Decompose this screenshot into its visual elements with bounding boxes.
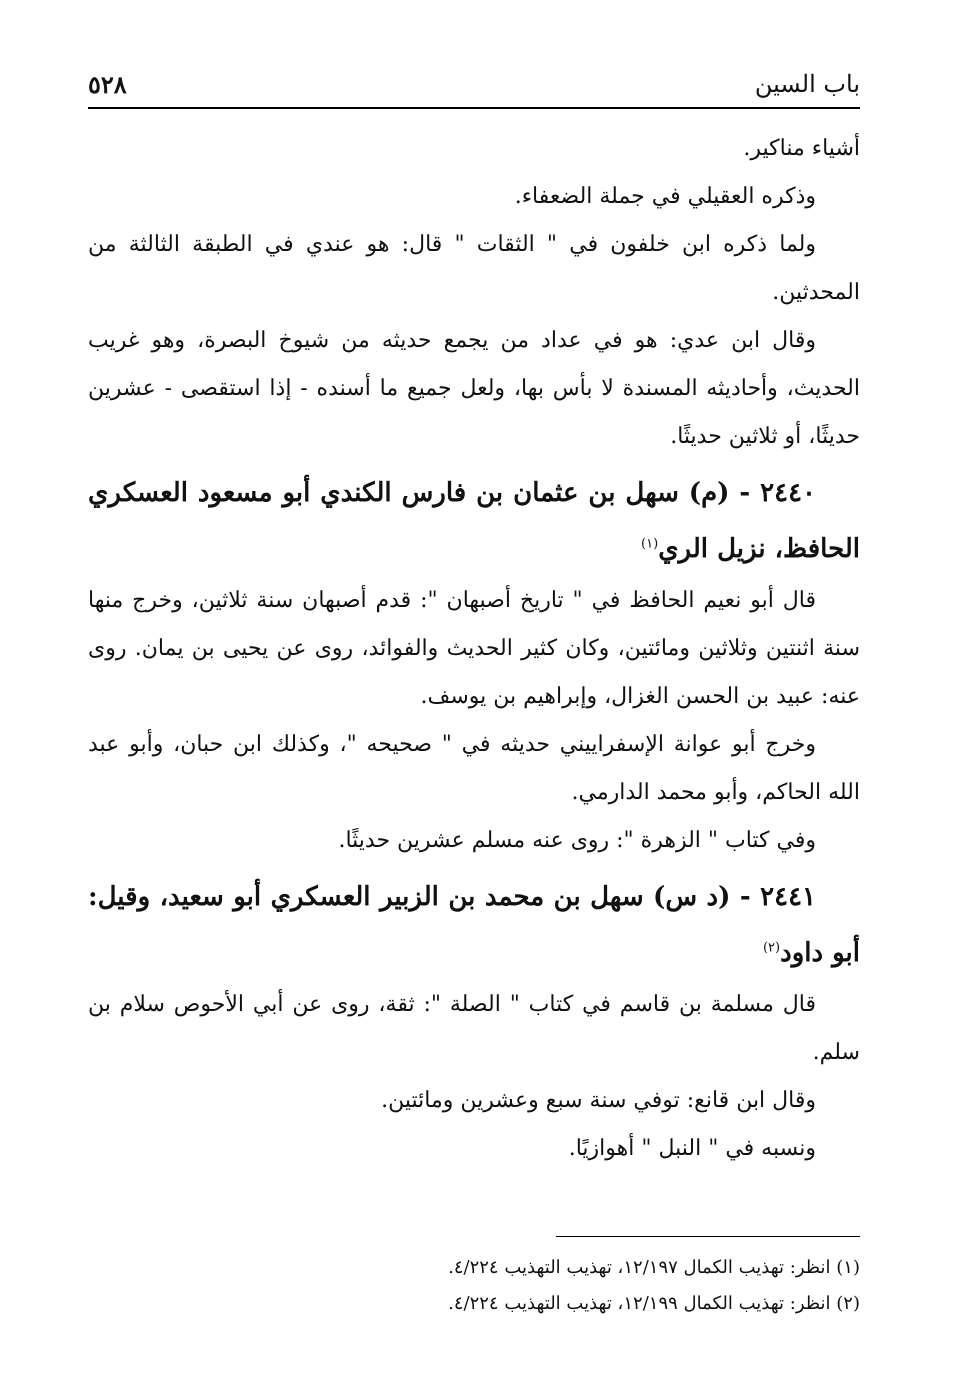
footnote-ref-1: (١) bbox=[641, 536, 659, 552]
footnote-ref-2: (٢) bbox=[762, 940, 781, 956]
chapter-title: باب السين bbox=[754, 70, 860, 98]
page-number: ٥٢٨ bbox=[88, 70, 127, 99]
paragraph-4: وقال ابن عدي: هو في عداد من يجمع حديثه من شيوخ البصرة، وهو غريب الحديث، وأحاديثه المسندة لا بأس بها، ولعل جميع ما أسنده - إذا استقصى - عشرين حديثًا، أو ثلاثين حديثًا. bbox=[88, 328, 860, 449]
paragraph-5: قال أبو نعيم الحافظ في " تاريخ أصبهان ": قدم أصبهان سنة ثلاثين، وخرج منها سنة اثنتين وثلاثين ومائتين، وكان كثير الحديث والفوائد، روى عن يحيى بن يمان. روى عنه: عبيد بن الحسن الغزال، وإبراهيم بن يوسف. bbox=[88, 588, 860, 709]
header-rule bbox=[88, 107, 860, 109]
paragraph-3: ولما ذكره ابن خلفون في " الثقات " قال: هو عندي في الطبقة الثالثة من المحدثين. bbox=[88, 232, 860, 305]
paragraph-10: ونسبه في " النبل " أهوازيًا. bbox=[568, 1136, 816, 1161]
paragraph-8: قال مسلمة بن قاسم في كتاب " الصلة ": ثقة، روى عن أبي الأحوص سلام بن سلم. bbox=[88, 992, 860, 1065]
footnote-2: (٢) انظر: تهذيب الكمال ١٢/١٩٩، تهذيب التهذيب ٤/٢٢٤. bbox=[448, 1293, 860, 1314]
paragraph-7: وفي كتاب " الزهرة ": روى عنه مسلم عشرين حديثًا. bbox=[338, 828, 816, 853]
entry-heading-2440 bbox=[88, 465, 860, 577]
footnotes bbox=[88, 1250, 860, 1322]
footnote-1: (١) انظر: تهذيب الكمال ١٢/١٩٧، تهذيب التهذيب ٤/٢٢٤. bbox=[448, 1257, 860, 1278]
entry-title: ٢٤٤٠ - (م) سهل بن عثمان بن فارس الكندي أبو مسعود العسكري الحافظ، نزيل الري bbox=[88, 478, 860, 564]
entry-heading-2441 bbox=[88, 869, 860, 981]
paragraph-9: وقال ابن قانع: توفي سنة سبع وعشرين ومائتين. bbox=[381, 1088, 816, 1113]
paragraph-1: أشياء مناكير. bbox=[743, 136, 860, 161]
entry-title: ٢٤٤١ - (د س) سهل بن محمد بن الزبير العسكري أبو سعيد، وقيل: أبو داود bbox=[88, 882, 860, 968]
page-header bbox=[88, 60, 860, 106]
footnote-rule bbox=[556, 1236, 860, 1237]
paragraph-6: وخرج أبو عوانة الإسفراييني حديثه في " صحيحه "، وكذلك ابن حبان، وأبو عبد الله الحاكم، وأبو محمد الدارمي. bbox=[88, 732, 860, 805]
page-body bbox=[88, 125, 860, 1173]
paragraph-2: وذكره العقيلي في جملة الضعفاء. bbox=[514, 184, 816, 209]
